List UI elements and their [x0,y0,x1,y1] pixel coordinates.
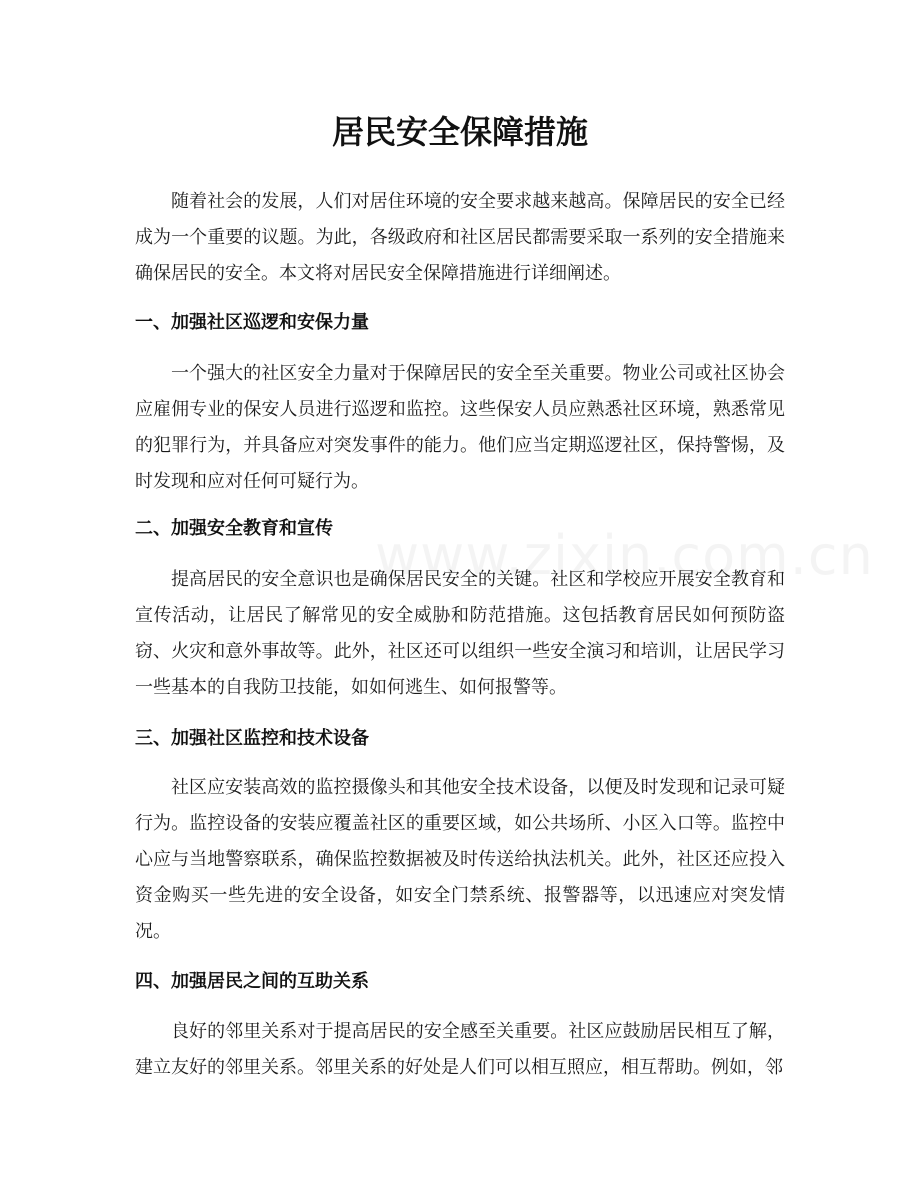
section-heading-4: 四、加强居民之间的互助关系 [135,971,369,992]
section-paragraph-3: 社区应安装高效的监控摄像头和其他安全技术设备，以便及时发现和记录可疑行为。监控设备的安装应覆盖社区的重要区域，如公共场所、小区入口等。监控中心应与当地警察联系，确保监控数据被及时传送给执法机关。此外，社区还应投入资金购买一些先进的安全设备，如安全门禁系统、报警器等，以迅速应对突发情况。 [135,777,785,942]
section-paragraph-4: 良好的邻里关系对于提高居民的安全感至关重要。社区应鼓励居民相互了解，建立友好的邻里关系。邻里关系的好处是人们可以相互照应，相互帮助。例如，邻 [135,1021,785,1078]
section-paragraph-1: 一个强大的社区安全力量对于保障居民的安全至关重要。物业公司或社区协会应雇佣专业的保安人员进行巡逻和监控。这些保安人员应熟悉社区环境，熟悉常见的犯罪行为，并具备应对突发事件的能力。他们应当定期巡逻社区，保持警惕，及时发现和应对任何可疑行为。 [135,363,785,492]
section-heading-2: 二、加强安全教育和宣传 [135,518,333,539]
intro-paragraph: 随着社会的发展，人们对居住环境的安全要求越来越高。保障居民的安全已经成为一个重要的议题。为此，各级政府和社区居民都需要采取一系列的安全措施来确保居民的安全。本文将对居民安全保障措施进行详细阐述。 [135,191,785,284]
section-paragraph-2: 提高居民的安全意识也是确保居民安全的关键。社区和学校应开展安全教育和宣传活动，让居民了解常见的安全威胁和防范措施。这包括教育居民如何预防盗窃、火灾和意外事故等。此外，社区还可以组织一些安全演习和培训，让居民学习一些基本的自我防卫技能，如如何逃生、如何报警等。 [135,569,785,698]
section-heading-3: 三、加强社区监控和技术设备 [135,728,369,749]
document-title: 居民安全保障措施 [331,113,588,151]
section-heading-1: 一、加强社区巡逻和安保力量 [135,312,369,333]
